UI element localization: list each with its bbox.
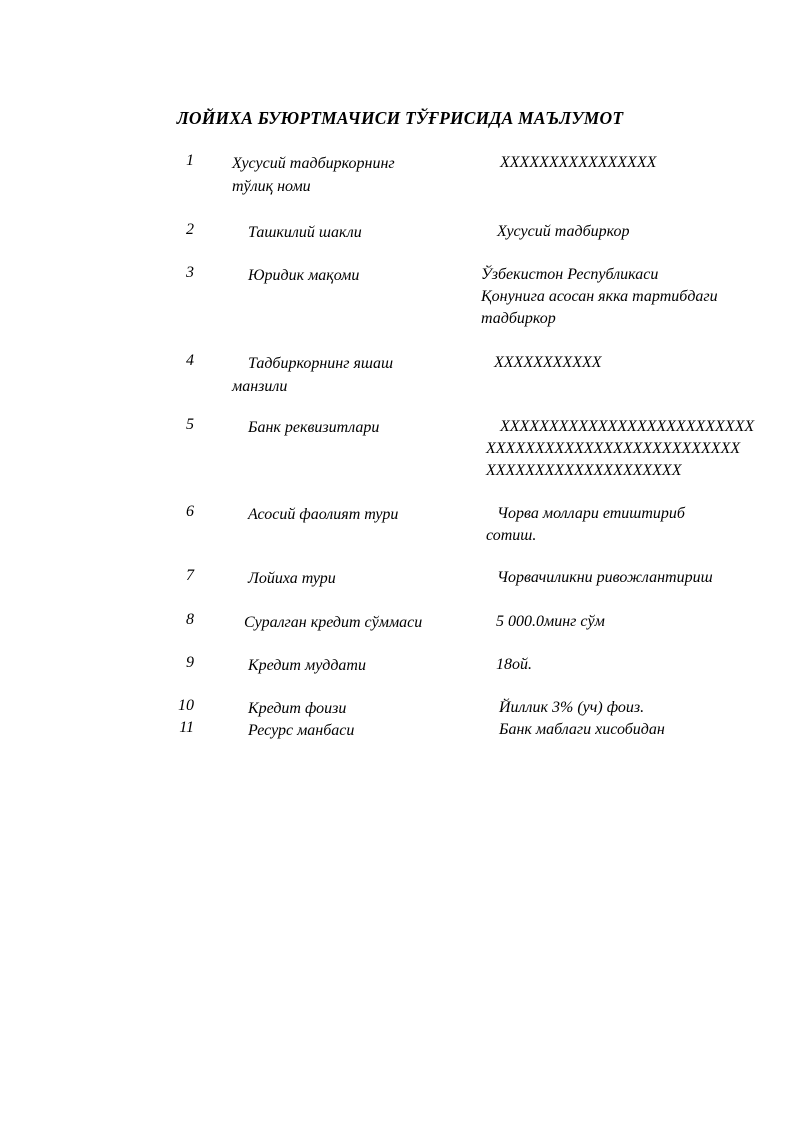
row-label-line1: Тадбиркорнинг яшаш [248,355,394,372]
row-label-line1: Кредит фоизи [248,700,347,717]
row-value [497,567,713,589]
row-value-line1: Банк маблаги хисобидан [499,721,665,738]
row-value [494,352,602,374]
row-label-line1: Асосий фаолият тури [248,506,399,523]
row-number: 2 [186,221,194,238]
row-label [248,416,379,439]
row-label [232,152,395,198]
row-label-line1: Суралган кредит сўммаси [244,614,423,631]
row-label-line1: Кредит муддати [248,657,366,674]
row-label [248,221,362,244]
row-label-line1: Лойиха тури [248,570,336,587]
row-value [486,416,755,482]
row-value-line1: Чорвачиликни ривожлантириш [497,569,713,586]
row-number: 4 [186,352,194,369]
row-label-line1: Ташкилий шакли [248,224,362,241]
row-label [244,611,422,634]
row-label-line2: манзили [232,378,288,395]
row-value [496,654,532,676]
row-value [486,503,685,547]
row-number: 9 [186,654,194,671]
row-value [496,611,605,633]
row-label-line1: Юридик мақоми [248,267,360,284]
row-label-line1: Банк реквизитлари [248,419,380,436]
row-value-line1: Хусусий тадбиркор [497,223,630,240]
row-value-line1: 5 000.0минг сўм [496,613,605,630]
row-value-line2: сотиш. [486,527,537,544]
row-value-line1: XXXXXXXXXXXXXXXXXXXXXXXXXX [500,418,755,435]
row-label [248,264,359,287]
row-label-line2: тўлиқ номи [232,178,311,195]
row-value-line1: XXXXXXXXXXXXXXXX [500,154,657,171]
row-number: 7 [186,567,194,584]
row-value-line2: XXXXXXXXXXXXXXXXXXXXXXXXXX [486,440,741,457]
row-value-line1: Ўзбекистон Республикаси [481,266,659,283]
row-label [232,352,394,398]
row-label [248,719,354,742]
row-value-line3: тадбиркор [481,310,556,327]
row-value [499,719,665,741]
row-value-line2: Қонунига асосан якка тартибдаги [481,288,718,305]
row-label [248,697,346,720]
row-value-line1: Йиллик 3% (уч) фоиз. [499,699,645,716]
row-value [481,264,718,330]
row-label [248,654,366,677]
row-value-line1: XXXXXXXXXXX [494,354,602,371]
row-number: 11 [179,719,194,736]
row-value-line1: Чорва моллари етиштириб [497,505,685,522]
row-label-line1: Ресурс манбаси [248,722,355,739]
row-value [497,221,630,243]
row-value-line3: XXXXXXXXXXXXXXXXXXXX [486,462,682,479]
row-label [248,503,398,526]
row-label [248,567,336,590]
row-value [499,697,644,719]
page-title: ЛОЙИХА БУЮРТМАЧИСИ ТЎҒРИСИДА МАЪЛУМОТ [176,108,624,128]
row-number: 5 [186,416,194,433]
row-number: 10 [178,697,194,714]
row-value-line1: 18ой. [496,656,532,673]
row-number: 1 [186,152,194,169]
row-value [500,152,656,174]
row-number: 8 [186,611,194,628]
row-number: 3 [186,264,194,281]
row-label-line1: Хусусий тадбиркорнинг [232,155,395,172]
row-number: 6 [186,503,194,520]
